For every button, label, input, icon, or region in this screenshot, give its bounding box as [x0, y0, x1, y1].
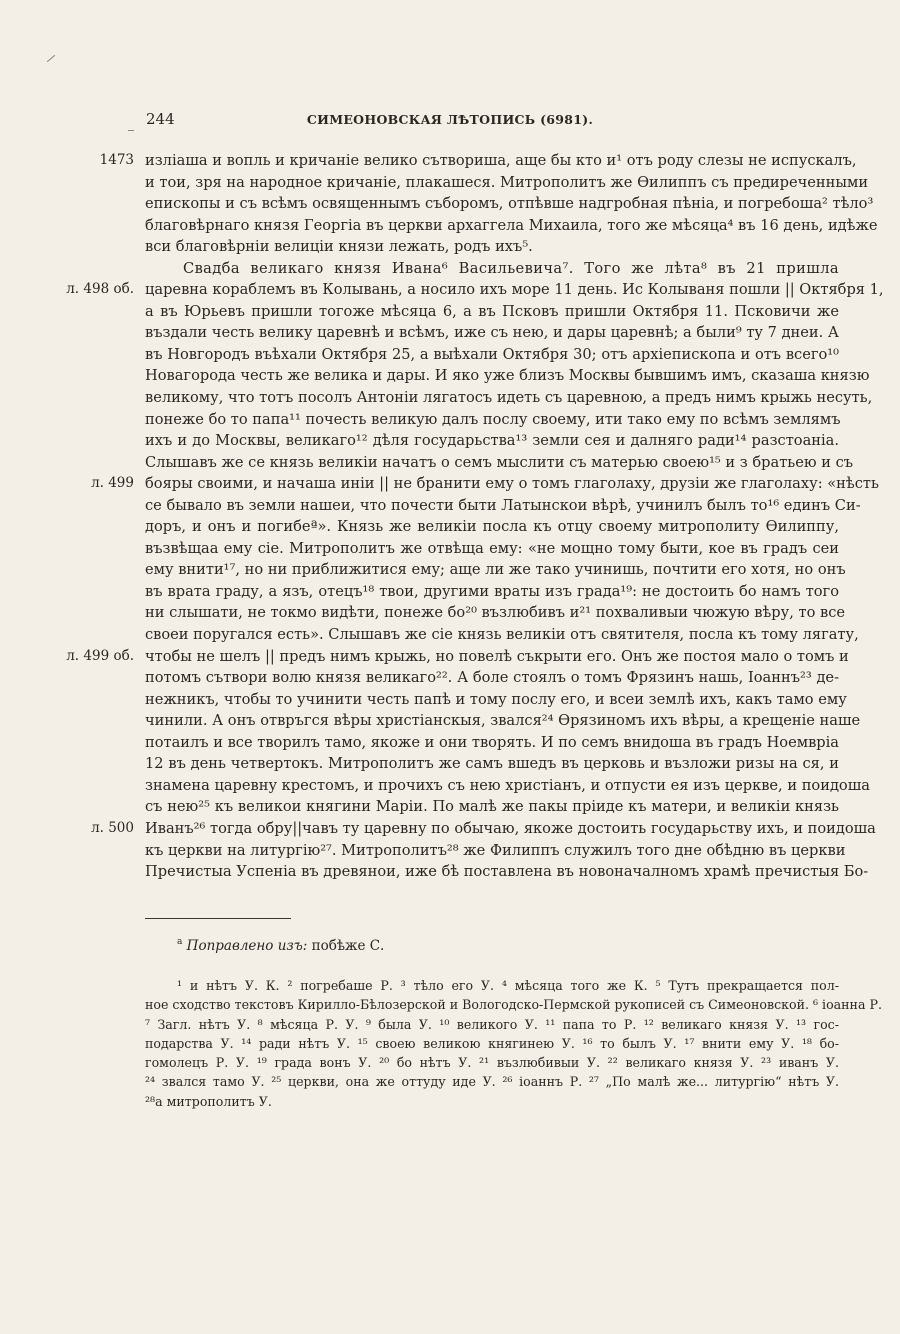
text-line: съ нею²⁵ къ великои княгини Маріи. По малѣ же пакы пріиде къ матери, и великіи князь	[145, 798, 839, 816]
text-line: Новагорода честь же велика и дары. И яко уже близъ Москвы бывшимъ имъ, сказаша князю	[145, 367, 870, 385]
text-line: ихъ и до Москвы, великаго¹² дѣля государьства¹³ земли сея и далняго ради¹⁴ разстоаніа.	[145, 432, 839, 450]
margin-folio-note: л. 500	[91, 819, 134, 836]
text-line: понеже бо то папа¹¹ почесть великую далъ послу своему, ити тако ему по всѣмъ землямъ	[145, 410, 841, 428]
text-line: Пречистыа Успеніа въ древянои, иже бѣ поставлена въ новоначалномъ храмѣ пречистыя Бо-	[145, 863, 869, 881]
footnote-line: ²⁴ звался тамо У. ²⁵ церкви, она же оттуду иде У. ²⁶ іоаннъ Р. ²⁷ „По малѣ же... литургію“ нѣтъ У.	[145, 1074, 839, 1090]
footnote-divider	[145, 918, 291, 919]
text-line: знамена царевну крестомъ, и прочихъ съ нею христіанъ, и отпусти ея изъ церкве, и поидоша	[145, 776, 870, 794]
text-line: епископы и съ всѣмъ освященнымъ съборомъ, отпѣвше надгробная пѣніа, и погребоша² тѣло³	[145, 195, 874, 213]
text-line: доръ, и онъ и погибеª». Князь же великіи посла къ отцу своему митрополиту Ѳилиппу,	[145, 518, 839, 536]
note-mark: а	[177, 937, 183, 947]
text-line: ни слышати, не токмо видѣти, понеже бо²⁰ възлюбивъ и²¹ похваливыи чюжую вѣру, то все	[145, 604, 846, 622]
text-line: нежникъ, чтобы то учинити честь папѣ и тому послу его, и всеи землѣ ихъ, какъ тамо ему	[145, 690, 847, 708]
text-line: своеи поругался есть». Слышавъ же сіе князь великіи отъ святителя, посла къ тому лягату,	[145, 626, 859, 644]
text-line: ему внити¹⁷, но ни приближитися ему; аще ли же тако учинишь, почтити его хотя, но онъ	[145, 561, 846, 579]
text-line: 12 въ день четвертокъ. Митрополитъ же самъ вшедъ въ церковь и възложи ризы на ся, и	[145, 755, 839, 773]
footnote-line: ное сходство текстовъ Кирилло-Бѣлозерской и Вологодско-Пермской рукописей съ Симеоновской. ⁶ іоанна Р.	[145, 997, 882, 1013]
text-line: л. 498 об. царевна кораблемъ въ Колывань, а носило ихъ море 11 день. Ис Колываня пошли || Октября 1,	[145, 279, 839, 301]
footnote-line: ⁷ Загл. нѣтъ У. ⁸ мѣсяца Р. У. ⁹ была У. ¹⁰ великого У. ¹¹ папа то Р. ¹² великаго князя У. ¹³ гос-	[145, 1016, 839, 1032]
year-note: 1473	[99, 152, 134, 168]
running-title: СИМЕОНОВСКАЯ ЛѢТОПИСЬ (6981).	[306, 112, 594, 127]
page-number: 244	[146, 110, 175, 128]
text-line: л. 499 об. чтобы не шелъ || предъ нимъ крыжь, но повелѣ съкрыти его. Онъ же постоя мало о томъ и	[145, 646, 839, 668]
text-line: въ Новгородъ въѣхали Октября 25, а выѣхали Октября 30; отъ архіепископа и отъ всего¹⁰	[145, 345, 839, 363]
text-line: Слышавъ же се князь великіи начатъ о семъ мыслити съ матерью своею¹⁵ и з братьею и съ	[145, 453, 854, 471]
footnote-line: ²⁸а митрополитъ У.	[145, 1093, 272, 1109]
text-line: потаилъ и все творилъ тамо, якоже и они творять. И по семъ внидоша въ градъ Ноемвріа	[145, 733, 839, 751]
main-text	[66, 150, 884, 883]
text-line: чинили. А онъ отвръгся вѣры христіанскыя, звался²⁴ Ѳрязиномъ ихъ вѣры, а крещеніе наше	[145, 712, 861, 730]
text-line: л. 500 Иванъ²⁶ тогда обру||чавъ ту царевну по обычаю, якоже достоить государьству ихъ, и поидоша	[145, 818, 839, 840]
textual-apparatus-note	[177, 937, 384, 954]
note-label: Поправлено изъ:	[186, 938, 308, 954]
text-line: въздали честь велику царевнѣ и всѣмъ, иже съ нею, и дары царевнѣ; а были⁹ ту 7 днеи. А	[145, 324, 839, 342]
text-line: л. 499 бояры своими, и начаша иніи || не бранити ему о томъ глаголаху, друзіи же глаголаху: «нѣсть	[145, 473, 839, 495]
text-line: вси благовѣрніи велицiи князи лежать, родъ ихъ⁵.	[145, 238, 533, 256]
margin-folio-note: л. 499	[91, 475, 134, 492]
section-heading-line: Свадба великаго князя Ивана⁶ Васильевича⁷. Того же лѣта⁸ въ 21 пришла	[183, 259, 839, 277]
margin-folio-note: л. 499 об.	[66, 647, 134, 664]
footnote-line: ¹ и нѣтъ У. К. ² погребаше Р. ³ тѣло его У. ⁴ мѣсяца того же К. ⁵ Тутъ прекращается пол-	[177, 978, 839, 993]
footnotes	[145, 976, 882, 1111]
text-line: възвѣщаа ему сіе. Митрополитъ же отвѣща ему: «не мощно тому быти, кое въ градъ сеи	[145, 539, 839, 557]
footnote-line: гомолецъ Р. У. ¹⁹ града вонъ У. ²⁰ бо нѣтъ У. ²¹ възлюбивыи У. ²² великаго князя У. ²³ иванъ У.	[145, 1055, 839, 1071]
text-line: 1473 изліаша и вопль и кричаніе велико сътвориша, аще бы кто и¹ отъ роду слезы не испускалъ,	[145, 150, 839, 172]
text-line: великому, что тотъ посолъ Антоніи лягатосъ идеть съ царевною, а предъ нимъ крыжь несуть,	[145, 389, 873, 407]
footnote-line: подарства У. ¹⁴ ради нѣтъ У. ¹⁵ своею великою княгинею У. ¹⁶ то былъ У. ¹⁷ внити ему У. ¹⁸ бо-	[145, 1035, 839, 1051]
note-text: побѣже С.	[311, 938, 385, 954]
margin-folio-note: л. 498 об.	[66, 281, 134, 298]
corner-mark-top	[47, 55, 55, 62]
text-line: и тои, зря на народное кричаніе, плакашеся. Митрополитъ же Ѳилиппъ съ предиреченными	[145, 173, 869, 191]
text-line: потомъ сътвори волю князя великаго²². А боле стоялъ о томъ Фрязинъ нашь, Іоаннъ²³ де-	[145, 669, 839, 687]
text-line: въ врата граду, а язъ, отецъ¹⁸ твои, другими враты изъ града¹⁹: не достоить бо намъ того	[145, 582, 839, 600]
text-line: къ церкви на литургію²⁷. Митрополитъ²⁸ же Филиппъ служилъ того дне обѣдню въ церкви	[145, 841, 846, 859]
text-line: а въ Юрьевъ пришли тогоже мѣсяца 6, а въ Псковъ пришли Октября 11. Псковичи же	[145, 302, 839, 320]
corner-mark-left	[128, 130, 134, 131]
text-line: благовѣрнаго князя Георгіа въ церкви архаггела Михаила, того же мѣсяца⁴ въ 16 день, идѣже	[145, 216, 878, 234]
text-line: се бывало въ земли нашеи, что почести быти Латынскои вѣрѣ, учинилъ былъ то¹⁶ единъ Си-	[145, 496, 861, 514]
